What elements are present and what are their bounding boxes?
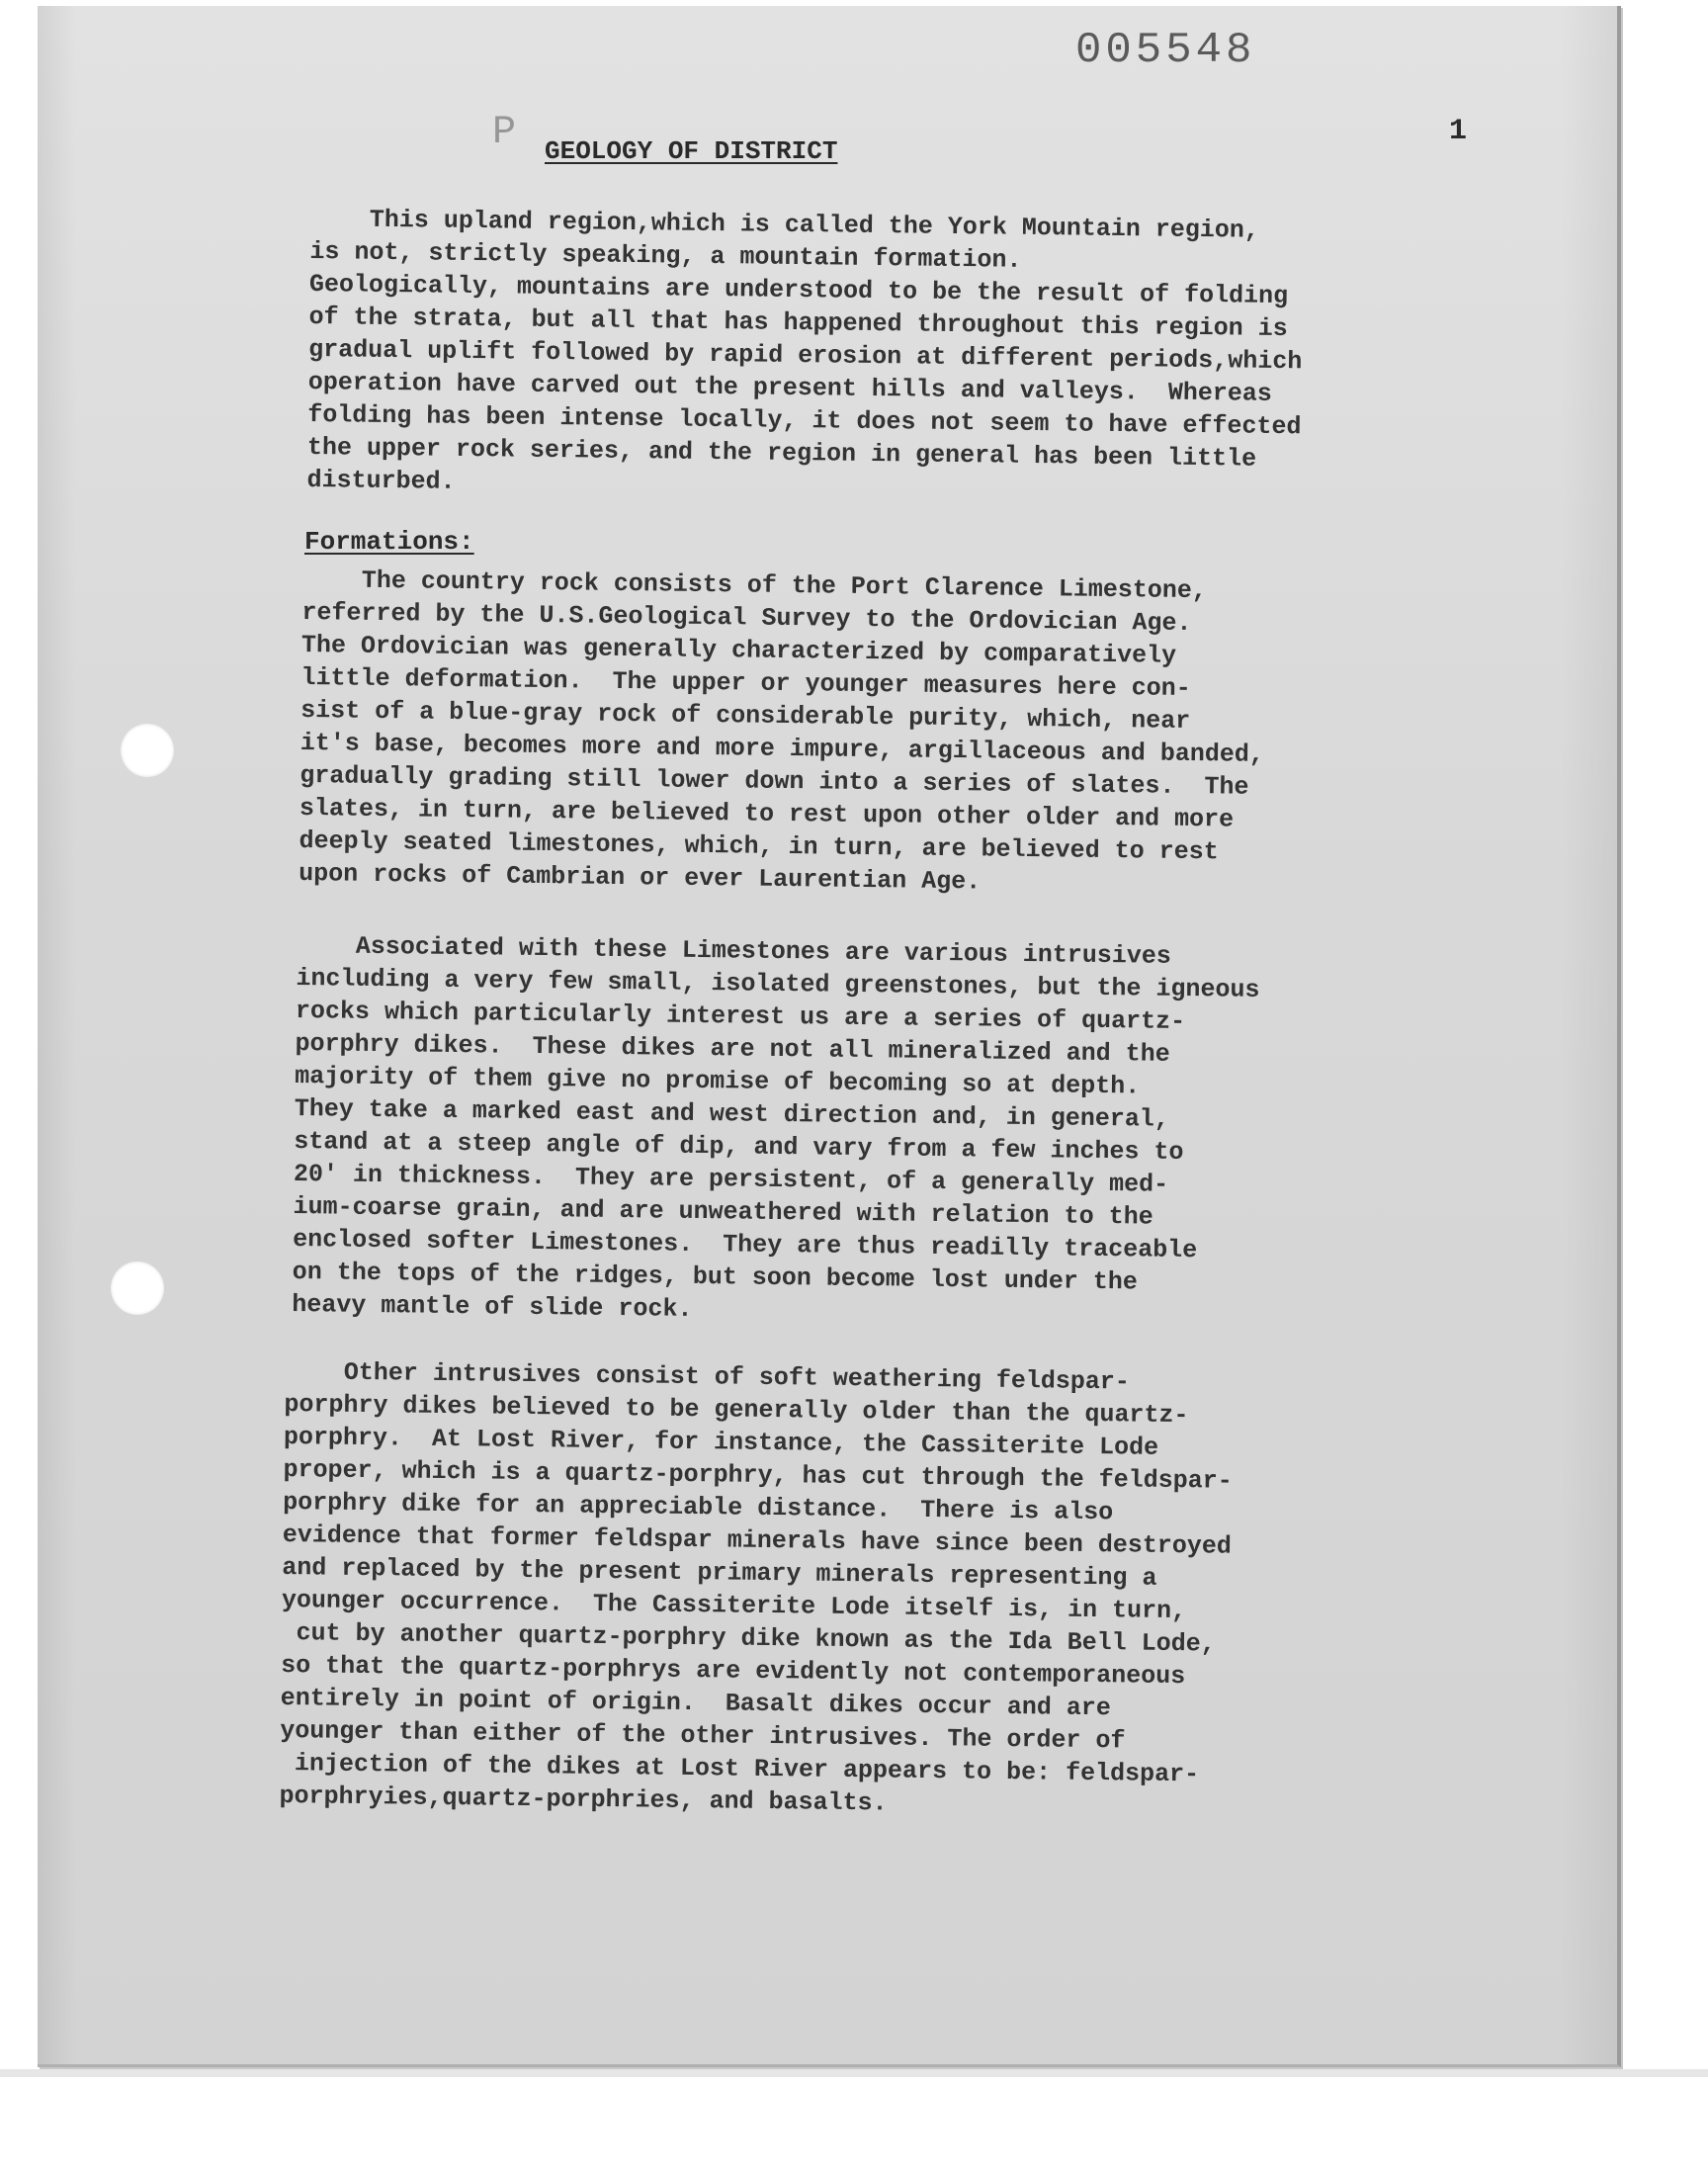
section-heading-formations: Formations:	[304, 527, 474, 557]
punch-hole-upper	[121, 724, 174, 777]
paragraph-intro: This upland region,which is called the York Mountain region, is not, strictly speaking, a mountain formation. Geologically, mountains are understood to be the result of folding of the strata, but all that has happened throughout this region is gradual uplift followed by rapid erosion at different periods,which operation have carved out the present hills and valleys. Whereas folding has been intense locally, it does not seem to have effected the upper rock series, and the region in general has been little disturbed.	[306, 204, 1303, 496]
paragraph-country-rock: The country rock consists of the Port Clarence Limestone, referred by the U.S.Geological Survey to the Ordovician Age. The Ordovician was generally characterized by comparatively little deformation. The upper or younger measures here con- sist of a blue-gray rock of considerable purity, which, near it's base, becomes more and more impure, argillaceous and banded, gradually grading still lower down into a series of slates. The slates, in turn, are believed to rest upon other older and more deeply seated limestones, which, in turn, are believed to rest upon rocks of Cambrian or ever Laurentian Age.	[298, 565, 1265, 897]
punch-hole-lower	[111, 1262, 164, 1315]
page-number: 1	[1449, 115, 1468, 148]
stamp-code: P	[492, 111, 519, 155]
paragraph-intrusives: Associated with these Limestones are various intrusives including a very few small, isolated greenstones, but the igneous rocks which particularly interest us are a series of quartz- porphry dikes. These dikes are not all mineralized and the majority of them give no promise of becoming so at depth. They take a marked east and west direction and, in general, stand at a steep angle of dip, and vary from a few inches to 20' in thickness. They are persistent, of a generally med- ium-coarse grain, and are unweathered with relation to the enclosed softer Limestones. They are thus readilly traceable on the tops of the ridges, but soon become lost under the heavy mantle of slide rock.	[292, 930, 1260, 1324]
page-title: GEOLOGY OF DISTRICT	[545, 136, 838, 166]
document-number: 005548	[1075, 26, 1256, 75]
paragraph-other-intrusives: Other intrusives consist of soft weathering feldspar- porphry dikes believed to be generally older than the quartz- porphry. At Lost River, for instance, the Cassiterite Lode proper, which is a quartz-porphry, has cut through the feldspar- porphry dike for an appreciable distance. There is also evidence that former feldspar minerals have since been destroyed and replaced by the present primary minerals representing a younger occurrence. The Cassiterite Lode itself is, in turn, cut by another quartz-porphry dike known as the Ida Bell Lode, so that the quartz-porphrys are evidently not contemporaneous entirely in point of origin. Basalt dikes occur and are younger than either of the other intrusives. The order of injection of the dikes at Lost River appears to be: feldspar- porphryies,quartz-porphries, and basalts.	[279, 1356, 1233, 1818]
bottom-edge-strip	[0, 2069, 1708, 2077]
